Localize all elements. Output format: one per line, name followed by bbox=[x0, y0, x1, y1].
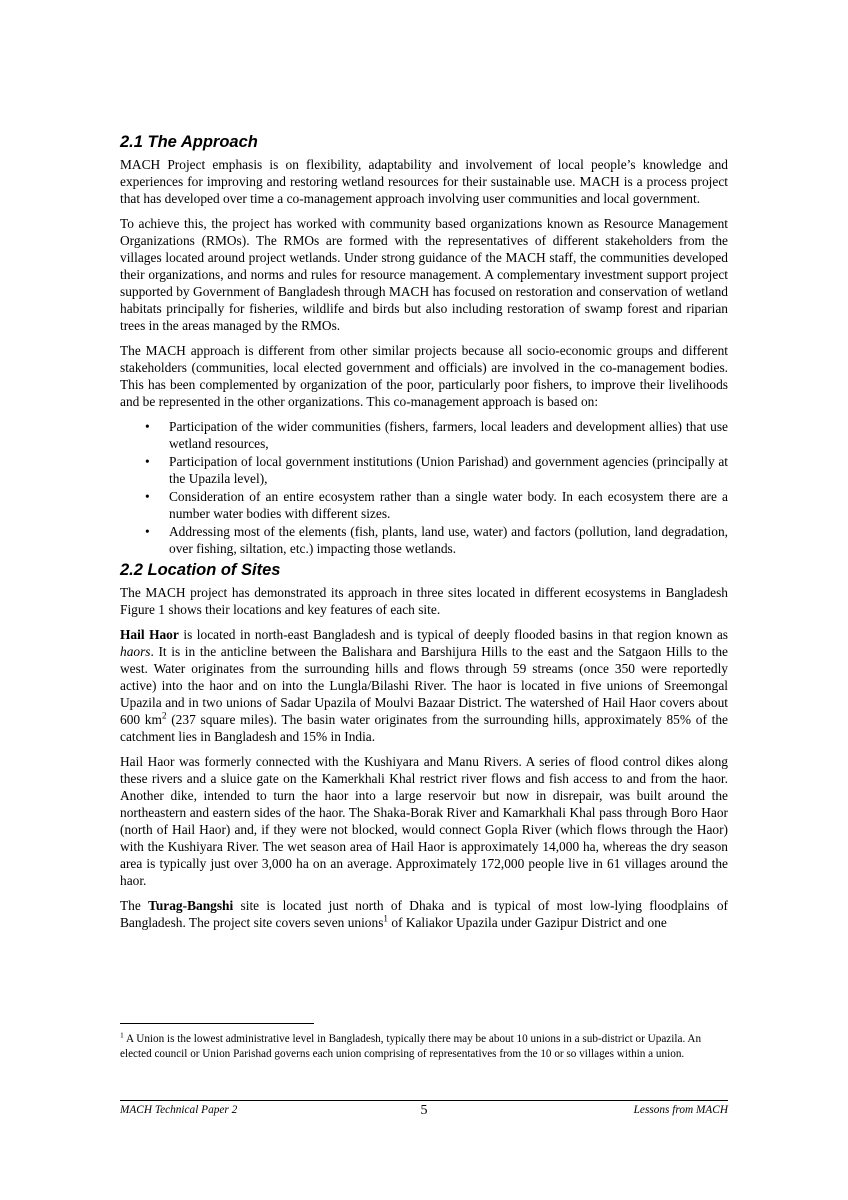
page-number: 5 bbox=[420, 1103, 428, 1118]
footnote-text: A Union is the lowest administrative level in Bangladesh, typically there may be about 10 unions in a sub-district or Upazila. An elected council or Union Parishad governs each union comprising of representatives from the 10 or so villages within a union. bbox=[120, 1033, 702, 1060]
footer-document-title: MACH Technical Paper 2 bbox=[120, 1104, 238, 1116]
list-item bbox=[120, 418, 728, 452]
paragraph-text: is located in north-east Bangladesh and is typical of deeply flooded basins in that region known as bbox=[178, 627, 728, 642]
location-paragraph-hail-haor bbox=[120, 626, 728, 745]
footnote-reference[interactable]: 1 bbox=[383, 913, 388, 924]
bullet-icon: • bbox=[145, 419, 150, 434]
paragraph-text: of Kaliakor Upazila under Gazipur District and one bbox=[387, 915, 667, 930]
footer-series-title: Lessons from MACH bbox=[633, 1104, 728, 1116]
site-name-turag-bangshi: Turag-Bangshi bbox=[148, 898, 234, 913]
page-body bbox=[120, 132, 728, 939]
bullet-icon: • bbox=[145, 524, 150, 539]
paragraph-text: The bbox=[120, 898, 149, 913]
approach-paragraph-2: To achieve this, the project has worked with community based organizations known as Resource Management Organizations (RMOs). The RMOs are formed with the representatives of different stakeholders from the villages located around project wetlands. Under strong guidance of the MACH staff, the communities developed their organizations, and norms and rules for resource management. A complementary investment support project supported by Government of Bangladesh through MACH has focused on restoration and conservation of wetland habitats principally for fisheries, wildlife and birds but also including restoration of swamp forest and riparian trees in the areas managed by the RMOs. bbox=[120, 216, 728, 333]
footer-divider bbox=[120, 1100, 728, 1101]
list-item-text: Addressing most of the elements (fish, plants, land use, water) and factors (pollution, land degradation, over fishing, siltation, etc.) impacting those wetlands. bbox=[169, 524, 728, 556]
list-item-text: Consideration of an entire ecosystem rather than a single water body. In each ecosystem there are a number water bodies with different sizes. bbox=[169, 489, 728, 521]
bullet-icon: • bbox=[145, 454, 150, 469]
site-name-hail-haor: Hail Haor bbox=[120, 627, 179, 642]
bullet-icon: • bbox=[145, 489, 150, 504]
location-paragraph-3: Hail Haor was formerly connected with the Kushiyara and Manu Rivers. A series of flood control dikes along these rivers and a sluice gate on the Kamerkhali Khal restrict river flows and fish access to and from the haor. Another dike, intended to turn the haor into a large reservoir but now in disrepair, was built around the northeastern and eastern sides of the haor. The Shaka-Borak River and Kamarkhali Khal pass through Boro Haor (north of Hail Haor) and, if they were not blocked, would connect Gopla River (which flows through the Haor) with the Kushiyara River. The wet season area of Hail Haor is approximately 14,000 ha, whereas the dry season area is typically just over 3,000 ha on an average. Approximately 172,000 people live in 61 villages around the haor. bbox=[120, 754, 728, 888]
paragraph-text: . It is in the anticline between the Balishara and Barshijura Hills to the east and the Satgaon Hills to the west. Water originates from the surrounding hills and flows through 59 streams (once 350 were reportedly active) into the haor and on into the Lungla/Bilashi River. The haor is located in five unions of Sreemongal Upazila and in two unions of Sadar Upazila of Moulvi Bazaar District. The watershed of Hail Haor covers about 600 km bbox=[120, 644, 728, 727]
page-footer bbox=[120, 1104, 728, 1122]
co-management-bullet-list bbox=[120, 418, 728, 557]
footnote-marker: 1 bbox=[120, 1030, 124, 1040]
approach-paragraph-3: The MACH approach is different from other similar projects because all socio-economic groups and different stakeholders (communities, local elected government and officials) are involved in the co-management bodies. This has been complemented by organization of the poor, particularly poor fishers, to improve their livelihoods and be represented in the other organizations. This co-management approach is based on: bbox=[120, 343, 728, 409]
paragraph-text: (237 square miles). The basin water originates from the surrounding hills, approximately 85% of the catchment lies in Bangladesh and 15% in India. bbox=[120, 712, 728, 744]
section-heading-location: 2.2 Location of Sites bbox=[120, 561, 281, 579]
list-item bbox=[120, 453, 728, 487]
footnote-divider bbox=[120, 1023, 314, 1024]
approach-paragraph-1: MACH Project emphasis is on flexibility, adaptability and involvement of local people’s knowledge and experiences for improving and restoring wetland resources for their sustainable use. MACH is a process project that has developed over time a co-management approach involving user communities and local government. bbox=[120, 157, 728, 206]
list-item-text: Participation of the wider communities (fishers, farmers, local leaders and development allies) that use wetland resources, bbox=[169, 419, 728, 451]
section-heading-approach: 2.1 The Approach bbox=[120, 133, 258, 151]
location-paragraph-1: The MACH project has demonstrated its approach in three sites located in different ecosystems in Bangladesh Figure 1 shows their locations and key features of each site. bbox=[120, 585, 728, 617]
list-item bbox=[120, 523, 728, 557]
footnote bbox=[120, 1032, 728, 1062]
list-item-text: Participation of local government institutions (Union Parishad) and government agencies (principally at the Upazila level), bbox=[169, 454, 728, 486]
list-item bbox=[120, 488, 728, 522]
superscript-squared: 2 bbox=[161, 710, 167, 721]
term-haors: haors bbox=[120, 644, 151, 659]
paragraph-text: site is located just north of Dhaka and is typical of most low-lying floodplains of Bangladesh. The project site covers seven unions bbox=[120, 898, 728, 930]
location-paragraph-turag-bangshi bbox=[120, 897, 728, 931]
